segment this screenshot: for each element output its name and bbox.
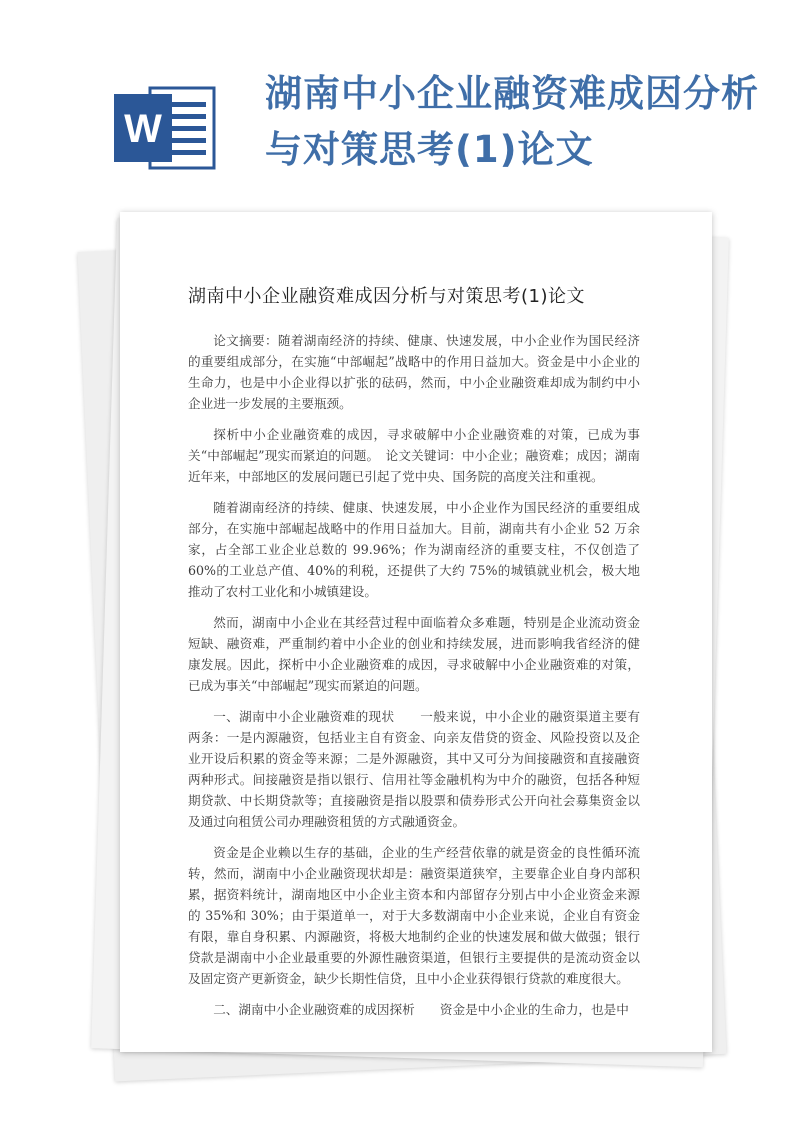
paragraph-section-2: 二、湖南中小企业融资难的成因探析 资金是中小企业的生命力，也是中 [213, 1002, 629, 1017]
paragraph-current-status: 资金是企业赖以生存的基础，企业的生产经营依靠的就是资金的良性循环流转，然而，湖南中小企业融资现状却是：融资渠道狭窄，主要靠企业自身内部积累，据资料统计，湖南地区中小企业主资本和内部留存分别占中小企业资金来源的 35%和 30%；由于渠道单一，对于大多数湖南中小企业来说，企业自有资金有限，靠自身积累、内源融资，将极大地制约企业的快速发展和做大做强；银行贷款是湖南中小企业最重要的外源性融资渠道，但银行主要提供的是流动资金以及固定资产更新资金，缺少长期性信贷，且中小企业获得银行贷款的难度很大。 [188, 845, 640, 986]
word-document-icon [112, 80, 220, 176]
paragraph-section-1: 一、湖南中小企业融资难的现状 一般来说，中小企业的融资渠道主要有两条：一是内源融资，包括业主自有资金、向亲友借贷的资金、风险投资以及企业开设后积累的资金等来源；二是外源融资，其中又可分为间接融资和直接融资两种形式。间接融资是指以银行、信用社等金融机构为中介的融资，包括各种短期贷款、中长期贷款等；直接融资是指以股票和债券形式公开向社会募集资金以及通过向租赁公司办理融资租赁的方式融通资金。 [188, 709, 640, 829]
document-title: 湖南中小企业融资难成因分析与对策思考(1)论文 [188, 286, 585, 307]
header [0, 0, 800, 210]
header-title-line-1: 湖南中小企业融资难成因分析 [265, 72, 759, 115]
document-page [120, 212, 712, 1052]
paragraph-keywords: 探析中小企业融资难的成因，寻求破解中小企业融资难的对策，已成为事关“中部崛起”现实而紧迫的问题。 论文关键词：中小企业；融资难；成因；湖南 近年来，中部地区的发展问题已引起了党中央、国务院的高度关注和重视。 [188, 427, 666, 484]
paragraph-problem: 然而，湖南中小企业在其经营过程中面临着众多难题，特别是企业流动资金短缺、融资难，严重制约着中小企业的创业和持续发展，进而影响我省经济的健康发展。因此，探析中小企业融资难的成因，寻求破解中小企业融资难的对策，已成为事关“中部崛起”现实而紧迫的问题。 [188, 615, 640, 693]
header-title-line-2: 与对策思考(1)论文 [265, 128, 594, 171]
svg-text:W: W [124, 107, 162, 151]
header-title [265, 66, 785, 178]
paragraph-background: 随着湖南经济的持续、健康、快速发展，中小企业作为国民经济的重要组成部分，在实施中部崛起战略中的作用日益加大。目前，湖南共有小企业 52 万余家，占全部工业企业总数的 99.96%；作为湖南经济的重要支柱，不仅创造了 60%的工业总产值、40%的利税，还提供了大约 75%的城镇就业机会，极大地推动了农村工业化和小城镇建设。 [188, 500, 640, 599]
paragraph-abstract: 论文摘要：随着湖南经济的持续、健康、快速发展，中小企业作为国民经济的重要组成部分，在实施“中部崛起”战略中的作用日益加大。资金是中小企业的生命力，也是中小企业得以扩张的砝码，然而，中小企业融资难却成为制约中小企业进一步发展的主要瓶颈。 [188, 333, 640, 411]
document-body [188, 330, 666, 1030]
